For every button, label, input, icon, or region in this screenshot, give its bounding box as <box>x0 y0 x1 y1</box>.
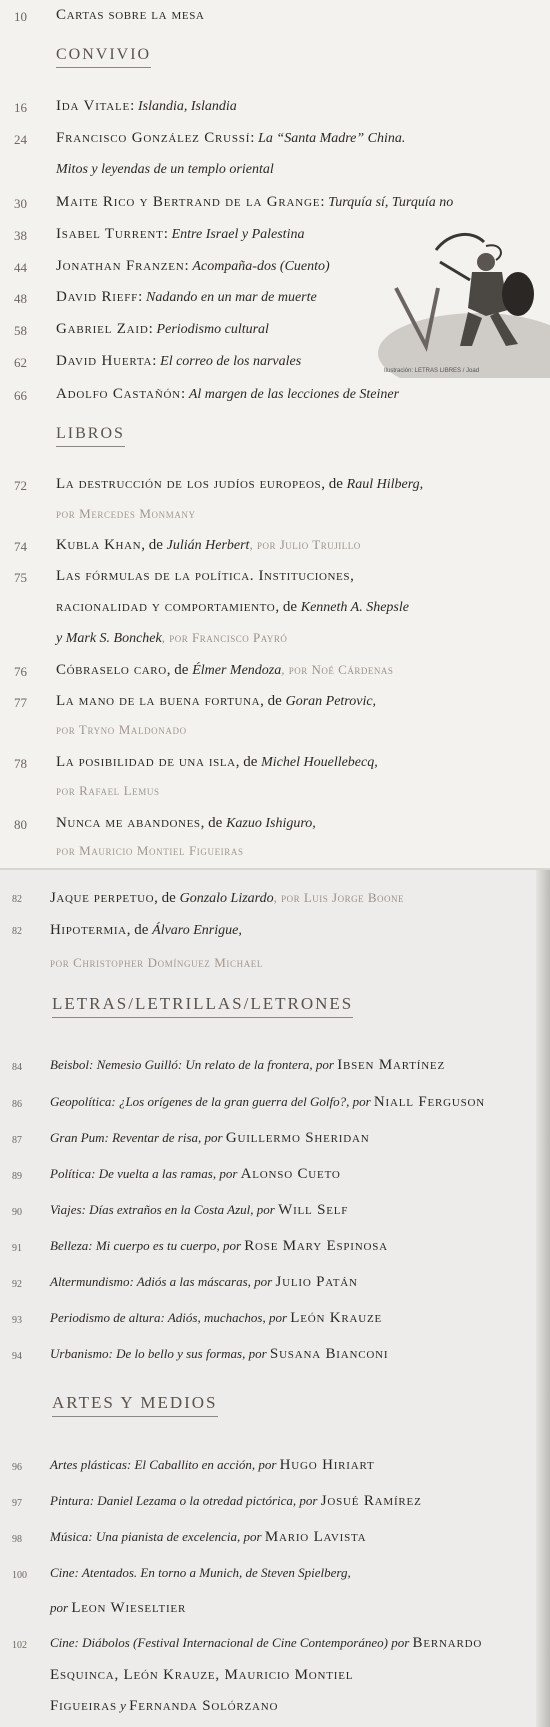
toc-entry: Jaque perpetuo, de Gonzalo Lizardo, por Luis Jorge Boone <box>50 890 405 906</box>
page-number: 82 <box>12 894 22 905</box>
toc-entry-continuation: por Leon Wieseltier <box>50 1600 187 1616</box>
toc-entry: Cine: Diábolos (Festival Internacional de Cine Contemporáneo) por Bernardo <box>50 1635 483 1651</box>
toc-entry: Urbanismo: De lo bello y sus formas, por Susana Bianconi <box>50 1346 389 1362</box>
toc-entry-reviewer: por Tryno Maldonado <box>56 722 187 737</box>
page-number: 84 <box>12 1062 22 1073</box>
toc-entry: Nunca me abandones, de Kazuo Ishiguro, <box>56 815 316 831</box>
page-number: 98 <box>12 1534 22 1545</box>
toc-entry: Viajes: Días extraños en la Costa Azul, por Will Self <box>50 1202 349 1218</box>
page-number: 10 <box>14 9 27 24</box>
page-number: 77 <box>14 695 27 710</box>
toc-entry: Periodismo de altura: Adiós, muchachos, por León Krauze <box>50 1310 383 1326</box>
toc-entry-reviewer: por Rafael Lemus <box>56 783 160 798</box>
toc-entry-continuation: Esquinca, León Krauze, Mauricio Montiel <box>50 1667 354 1683</box>
toc-entry-reviewer: por Mercedes Monmany <box>56 506 196 521</box>
page-number: 102 <box>12 1640 27 1651</box>
binding-gutter <box>536 870 550 1727</box>
toc-entry: Altermundismo: Adiós a las máscaras, por Julio Patán <box>50 1274 358 1290</box>
toc-entry: Geopolítica: ¿Los orígenes de la gran guerra del Golfo?, por Niall Ferguson <box>50 1094 486 1110</box>
page-number: 74 <box>14 539 27 554</box>
page-number: 72 <box>14 478 27 493</box>
contents-page-bottom <box>0 870 550 1727</box>
page-number: 90 <box>12 1207 22 1218</box>
toc-entry-reviewer: por Mauricio Montiel Figueiras <box>56 843 244 858</box>
page-number: 24 <box>14 132 27 147</box>
page-number: 62 <box>14 355 27 370</box>
section-heading-libros: LIBROS <box>56 425 125 447</box>
toc-entry-continuation: Figueiras y Fernanda Solórzano <box>50 1698 279 1714</box>
page-number: 78 <box>14 756 27 771</box>
page-number: 66 <box>14 388 27 403</box>
entry-title: Cartas sobre la mesa <box>56 7 205 23</box>
page-number: 44 <box>14 260 27 275</box>
page-number: 58 <box>14 323 27 338</box>
toc-entry: Gabriel Zaid: Periodismo cultural <box>56 321 269 337</box>
page-number: 91 <box>12 1243 22 1254</box>
section-heading-letras: LETRAS/LETRILLAS/LETRONES <box>52 994 353 1018</box>
page-number: 100 <box>12 1570 27 1581</box>
illustration-credit: Ilustración: LETRAS LIBRES / Joad <box>384 368 480 374</box>
page-number: 82 <box>12 926 22 937</box>
toc-entry-reviewer: por Christopher Domínguez Michael <box>50 955 264 970</box>
page-number: 87 <box>12 1135 22 1146</box>
toc-entry-continuation: Mitos y leyendas de un templo oriental <box>56 162 274 177</box>
toc-entry: Adolfo Castañón: Al margen de las lecciones de Steiner <box>56 386 400 402</box>
toc-entry: Las fórmulas de la política. Instituciones, <box>56 568 355 584</box>
toc-entry: Jonathan Franzen: Acompaña-dos (Cuento) <box>56 258 330 274</box>
page-number: 93 <box>12 1315 22 1326</box>
toc-entry: Ida Vitale: Islandia, Islandia <box>56 98 237 114</box>
page-number: 92 <box>12 1279 22 1290</box>
toc-entry-continuation: racionalidad y comportamiento, de Kenneth A. Shepsle <box>56 599 409 615</box>
toc-entry: La mano de la buena fortuna, de Goran Petrovic, <box>56 693 377 709</box>
toc-entry: Artes plásticas: El Caballito en acción, por Hugo Hiriart <box>50 1457 375 1473</box>
toc-entry: Belleza: Mi cuerpo es tu cuerpo, por Rose Mary Espinosa <box>50 1238 388 1254</box>
section-heading-convivio: CONVIVIO <box>56 46 151 68</box>
toc-entry: David Huerta: El correo de los narvales <box>56 353 302 369</box>
toc-entry: Gran Pum: Reventar de risa, por Guillermo Sheridan <box>50 1130 370 1146</box>
page-number: 80 <box>14 817 27 832</box>
page-number: 76 <box>14 664 27 679</box>
toc-entry: David Rieff: Nadando en un mar de muerte <box>56 289 317 305</box>
toc-entry-continuation: y Mark S. Bonchek, por Francisco Payró <box>56 630 288 646</box>
toc-entry: Beisbol: Nemesio Guilló: Un relato de la frontera, por Ibsen Martínez <box>50 1057 445 1073</box>
page-number: 16 <box>14 100 27 115</box>
toc-entry: Cóbraselo caro, de Élmer Mendoza, por Noé Cárdenas <box>56 662 394 678</box>
page-number: 86 <box>12 1099 22 1110</box>
page-number: 94 <box>12 1351 22 1362</box>
page-number: 97 <box>12 1498 22 1509</box>
toc-entry: Cine: Atentados. En torno a Munich, de Steven Spielberg, <box>50 1565 351 1580</box>
toc-entry: Maite Rico y Bertrand de la Grange: Turquía sí, Turquía no <box>56 194 454 210</box>
page-number: 30 <box>14 196 27 211</box>
toc-entry: Isabel Turrent: Entre Israel y Palestina <box>56 226 305 242</box>
toc-entry: Francisco González Crussí: La “Santa Madre” China. <box>56 130 406 146</box>
section-heading-artes: ARTES Y MEDIOS <box>52 1393 218 1417</box>
toc-entry: La posibilidad de una isla, de Michel Houellebecq, <box>56 754 378 770</box>
page-number: 89 <box>12 1171 22 1182</box>
page-number: 75 <box>14 570 27 585</box>
page-number: 48 <box>14 291 27 306</box>
toc-entry: Política: De vuelta a las ramas, por Alonso Cueto <box>50 1166 341 1182</box>
warrior-illustration <box>368 228 550 378</box>
toc-entry: Kubla Khan, de Julián Herbert, por Julio Trujillo <box>56 537 361 553</box>
toc-entry: Música: Una pianista de excelencia, por Mario Lavista <box>50 1529 367 1545</box>
page-number: 96 <box>12 1462 22 1473</box>
toc-entry: La destrucción de los judíos europeos, de Raul Hilberg, <box>56 476 424 492</box>
page-number: 38 <box>14 228 27 243</box>
toc-entry: Pintura: Daniel Lezama o la otredad pictórica, por Josué Ramírez <box>50 1493 422 1509</box>
toc-entry: Hipotermia, de Álvaro Enrigue, <box>50 922 242 938</box>
